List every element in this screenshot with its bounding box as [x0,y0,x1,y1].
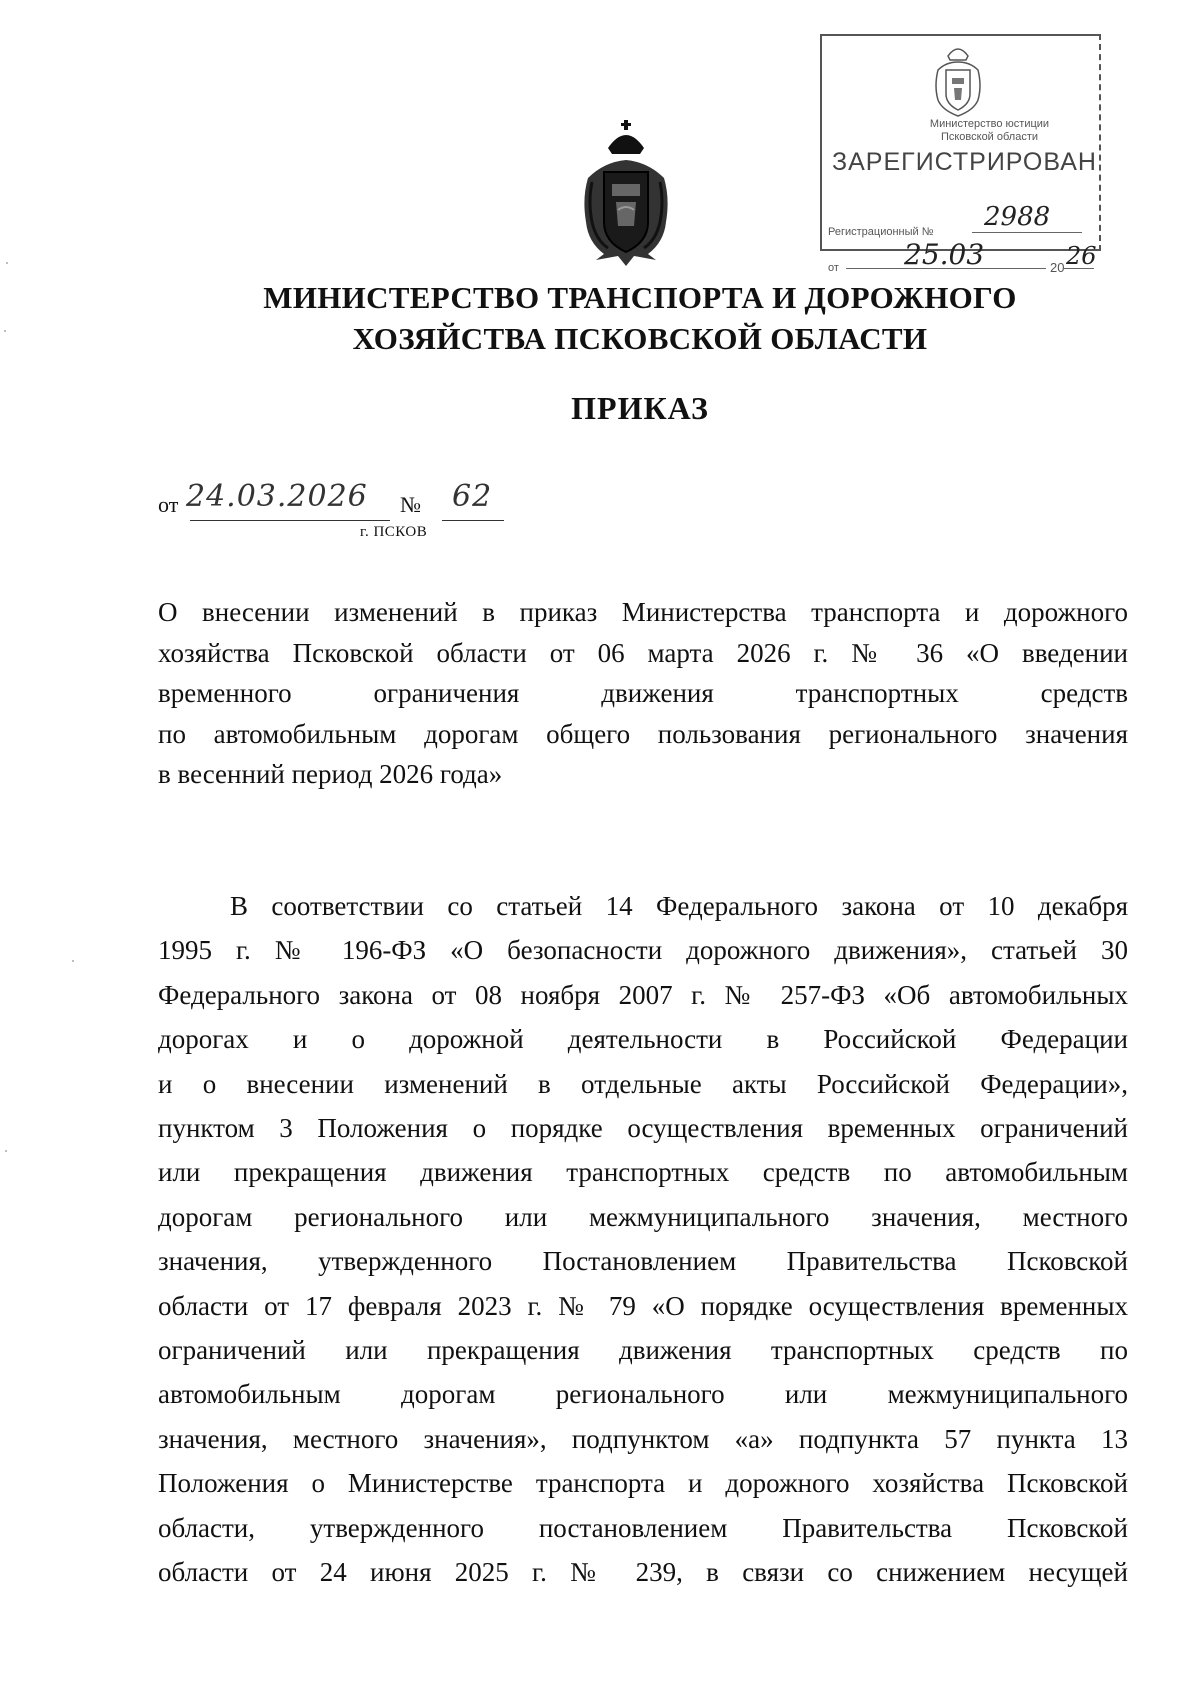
scan-speck [6,262,8,264]
subject-line: хозяйства Псковской области от 06 марта 2026 г. № 36 «О введении [158,637,1128,668]
body-line: области от 24 июня 2025 г. № 239, в связи со снижением несущей [158,1557,1128,1588]
stamp-ministry-line2: Псковской области [940,131,1039,143]
body-line: или прекращения движения транспортных средств по автомобильным [158,1157,1128,1188]
body-line: Положения о Министерстве транспорта и дорожного хозяйства Псковской [158,1468,1128,1499]
order-date-value: 24.03.2026 [186,479,368,514]
stamp-date-underline [846,268,1046,269]
scan-speck [4,330,6,332]
body-line: и о внесении изменений в отдельные акты Российской Федерации», [158,1068,1128,1099]
scan-speck [5,1150,7,1152]
subject-line: по автомобильным дорогам общего пользования регионального значения [158,718,1128,749]
stamp-number-underline [972,232,1082,233]
order-number-label: № [400,492,421,517]
body-line: дорогах и о дорожной деятельности в Российской Федерации [158,1024,1128,1055]
coat-of-arms-icon [578,118,674,268]
ministry-title-line1: МИНИСТЕРСТВО ТРАНСПОРТА И ДОРОЖНОГО [263,280,1017,315]
order-subject [158,592,1128,795]
body-line: Федерального закона от 08 ноября 2007 г. № 257-ФЗ «Об автомобильных [158,979,1128,1010]
body-line: автомобильным дорогам регионального или межмуниципального [158,1379,1128,1410]
stamp-reg-number-label: Регистрационный № [828,226,934,238]
order-number-underline [442,520,504,521]
stamp-crest-icon [932,42,984,118]
order-date-label: от [158,492,179,517]
ministry-title-line2: ХОЗЯЙСТВА ПСКОВСКОЙ ОБЛАСТИ [352,321,928,356]
body-line: значения, местного значения», подпунктом «а» подпункта 57 пункта 13 [158,1423,1128,1454]
body-line: ограничений или прекращения движения транспортных средств по [158,1335,1128,1366]
order-number-value: 62 [452,479,493,514]
stamp-date-value: 25.03 [904,238,985,271]
subject-line: временного ограничения движения транспортных средств [158,678,1128,708]
body-line: области, утвержденного постановлением Правительства Псковской [158,1512,1128,1543]
order-body-paragraph [158,884,1128,1595]
body-line: области от 17 февраля 2023 г. № 79 «О порядке осуществления временных [158,1290,1128,1321]
stamp-registered-label: ЗАРЕГИСТРИРОВАН [832,148,1097,176]
body-line: пунктом 3 Положения о порядке осуществления временных ограничений [158,1113,1128,1144]
registration-stamp [820,34,1101,275]
body-line: 1995 г. № 196-ФЗ «О безопасности дорожного движения», статьей 30 [158,935,1128,966]
body-line: В соответствии со статьей 14 Федерального закона от 10 декабря [230,891,1128,921]
body-line: дорогам регионального или межмуниципального значения, местного [158,1201,1128,1232]
stamp-year-suffix: 26 [1066,242,1097,270]
stamp-year-underline [1064,268,1094,269]
stamp-date-label: от [828,262,839,274]
scan-speck [72,960,74,962]
stamp-year-prefix: 20 [1050,260,1065,275]
order-city: г. ПСКОВ [360,524,428,540]
subject-line: в весенний период 2026 года» [158,759,503,789]
body-line: значения, утвержденного Постановлением Правительства Псковской [158,1246,1128,1277]
document-type: ПРИКАЗ [571,390,709,426]
stamp-ministry-line1: Министерство юстиции [929,118,1050,130]
stamp-reg-number: 2988 [984,202,1051,232]
subject-line: О внесении изменений в приказ Министерства транспорта и дорожного [158,597,1128,627]
order-date-underline [190,520,390,521]
